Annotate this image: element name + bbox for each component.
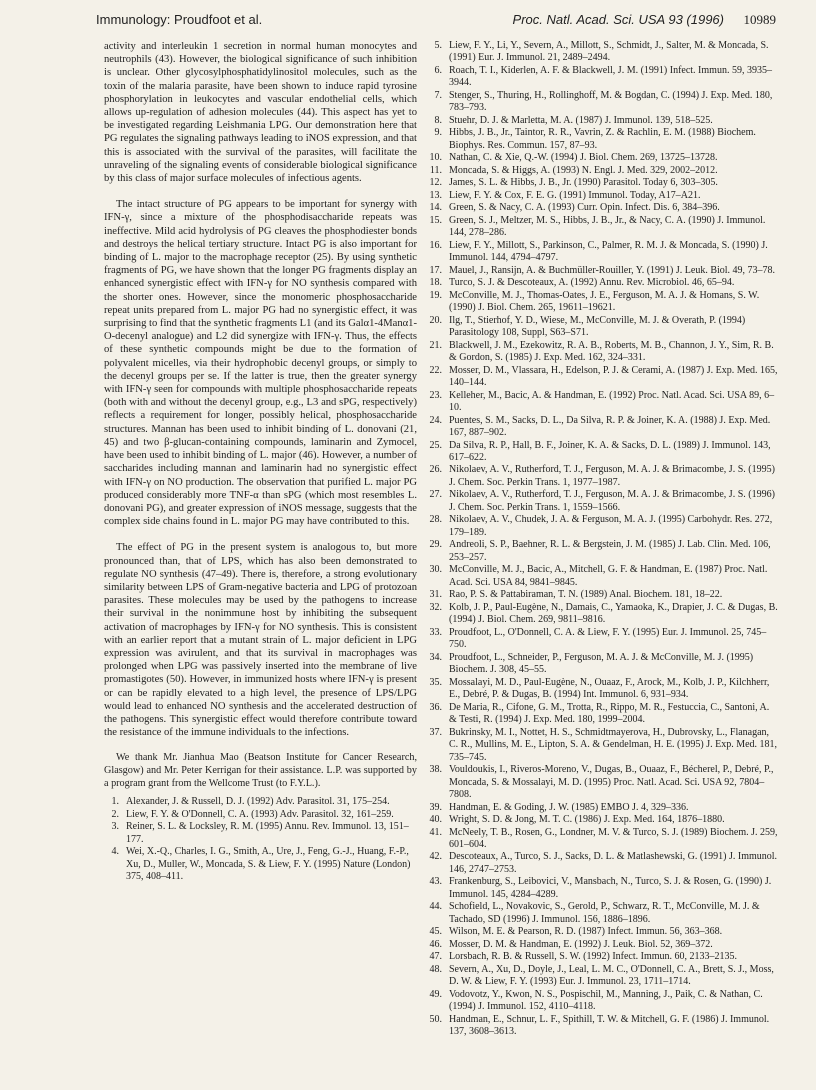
reference-item <box>427 702 779 727</box>
reference-number: 6. <box>434 64 442 76</box>
reference-item <box>427 415 779 440</box>
reference-number: 50. <box>429 1013 442 1025</box>
reference-text: Liew, F. Y. & Cox, F. E. G. (1991) Immunol. Today, A17–A21. <box>449 189 701 201</box>
reference-number: 45. <box>429 926 442 938</box>
reference-item <box>427 277 779 289</box>
reference-number: 34. <box>429 651 442 663</box>
reference-item <box>427 677 779 702</box>
reference-number: 16. <box>429 239 442 251</box>
reference-text: Alexander, J. & Russell, D. J. (1992) Adv. Parasitol. 31, 175–254. <box>126 796 390 808</box>
reference-number: 44. <box>429 901 442 913</box>
reference-list-left <box>104 796 417 884</box>
reference-number: 5. <box>434 40 442 51</box>
reference-text: Mossalayi, M. D., Paul-Eugène, N., Ouaaz, F., Arock, M., Kolb, J. P., Kilchherr, E., Debré, P. & Dugas, B. (1994) Int. Immunol. 6, 931–934. <box>449 676 770 701</box>
body-paragraph-2: The intact structure of PG appears to be important for synergy with IFN-γ, since a mixture of the phosphodisaccharide repeats was ineffective. Mild acid hydrolysis of PG cleaves the phosphodiester bonds and destroys the helical tertiary structure. Intact PG is also important for binding of L. major to the macrophage receptor (25). By using synthetic fragments of PG, we have shown that the longer PG fragments display an enhanced synergistic effect with IFN-γ for NO synthesis compared with the shorter ones. However, since the monomeric phosphosaccharide repeat units prepared from L. major PG had no synergistic effect, it was surprising to find that the synthetic fragments L1 (and its Galα1-4Manα1-O-decenyl analogue) and L2 did synergize with IFN-γ. Thus, the effects of these synthetic compounds might be due to the formation of polyvalent micelles, via their hydrophobic decenyl groups, or simply to the decenyl groups per se. If the latter is true, then the greater synergy with IFN-γ seen for compounds with multiple phosphosaccharide repeats (both with and without the decenyl group, e.g., L3 and sPG, respectively) reflects a requirement for longer, possibly helical, phosphosaccharide structures. Mannan has been used to inhibit binding of L. donovani (21, 45) and two β-glucan-containing compounds, laminarin and Zymocel, have been used to inhibit binding of L. major (46). However, a number of saccharides including mannan and laminarin had no synergistic effect with IFN-γ on NO production. The observation that purified L. major PG produced considerably more TNF-α than sPG (which most resembles L. donovani PG), and greater expression of iNOS message, suggests that the complex side chains found in L. major PG may have contributed to this. <box>104 199 417 528</box>
reference-text: Proudfoot, L., O'Donnell, C. A. & Liew, F. Y. (1995) Eur. J. Immunol. 25, 745–750. <box>449 626 767 651</box>
reference-number: 48. <box>429 963 442 975</box>
reference-text: Vodovotz, Y., Kwon, N. S., Pospischil, M., Manning, J., Paik, C. & Nathan, C. (1994) J. Immunol. 152, 4110–4118. <box>449 988 763 1013</box>
reference-item <box>427 989 779 1014</box>
reference-text: Moncada, S. & Higgs, A. (1993) N. Engl. J. Med. 329, 2002–2012. <box>449 164 718 176</box>
reference-text: Handman, E., Schnur, L. F., Spithill, T. W. & Mitchell, G. F. (1986) J. Immunol. 137, 3608–3613. <box>449 1013 770 1038</box>
reference-number: 17. <box>429 264 442 276</box>
reference-item <box>427 802 779 814</box>
reference-text: Green, S. & Nacy, C. A. (1993) Curr. Opin. Infect. Dis. 6, 384–396. <box>449 202 720 214</box>
reference-text: Wei, X.-Q., Charles, I. G., Smith, A., Ure, J., Feng, G.-J., Huang, F.-P., Xu, D., Muller, W., Moncada, S. & Liew, F. Y. (1995) Nature (London) 375, 408–411. <box>126 846 411 883</box>
reference-item <box>427 365 779 390</box>
reference-number: 35. <box>429 676 442 688</box>
reference-text: Bukrinsky, M. I., Nottet, H. S., Schmidtmayerova, H., Dubrovsky, L., Flanagan, C. R., Mullins, M. E., Lipton, S. A. & Gendelman, H. E. (1995) J. Exp. Med. 181, 735–745. <box>449 726 778 763</box>
reference-item <box>427 602 779 627</box>
reference-item <box>427 964 779 989</box>
left-column <box>104 40 417 884</box>
reference-number: 12. <box>429 177 442 189</box>
reference-number: 1. <box>111 796 119 808</box>
reference-number: 24. <box>429 414 442 426</box>
reference-number: 18. <box>429 277 442 289</box>
reference-text: Stenger, S., Thuring, H., Rollinghoff, M. & Bogdan, C. (1994) J. Exp. Med. 180, 783–793. <box>449 89 773 114</box>
reference-text: De Maria, R., Cifone, G. M., Trotta, R., Rippo, M. R., Festuccia, C., Santoni, A. & Testi, R. (1994) J. Exp. Med. 180, 1999–2004. <box>449 701 770 726</box>
body-paragraph-3: The effect of PG in the present system is analogous to, but more pronounced than, that of LPS, which has also been demonstrated to regulate NO synthesis (47–49). There is, therefore, a strong evolutionary similarity between LPS of Gram-negative bacteria and LPG of protozoan parasites. These molecules may be used by the pathogens to increase their survival in the nonimmune host by inhibiting the subsequent activation of macrophages by IFN-γ for NO synthesis. This is consistent with an earlier report that a mutant strain of L. major deficient in LPG expression was avirulent, and that its survival in macrophages was prolonged when LPG was passively inserted into the membrane of live promastigotes (50). However, in immunized hosts where IFN-γ is present or can be rapidly elevated to a high level, the presence of LPS/LPG would lead to enhanced NO synthesis and the accelerated destruction of the pathogens. This synergistic effect would therefore contribute toward the resistance of the immune individuals to the infections. <box>104 542 417 739</box>
reference-text: Proudfoot, L., Schneider, P., Ferguson, M. A. J. & McConville, M. J. (1995) Biochem. J. 308, 45–55. <box>449 651 754 676</box>
reference-item <box>427 939 779 951</box>
reference-number: 41. <box>429 826 442 838</box>
reference-number: 27. <box>429 489 442 501</box>
reference-item <box>427 127 779 152</box>
reference-item <box>427 65 779 90</box>
reference-number: 11. <box>429 164 442 176</box>
reference-item <box>427 589 779 601</box>
reference-number: 32. <box>429 601 442 613</box>
reference-item <box>427 564 779 589</box>
reference-text: Ilg, T., Stierhof, Y. D., Wiese, M., McConville, M. J. & Overath, P. (1994) Parasitology 108, Suppl, S63–S71. <box>449 314 746 339</box>
reference-text: Lorsbach, R. B. & Russell, S. W. (1992) Infect. Immun. 60, 2133–2135. <box>449 951 738 963</box>
reference-text: Blackwell, J. M., Ezekowitz, R. A. B., Roberts, M. B., Channon, J. Y., Sim, R. B. & Gordon, S. (1985) J. Exp. Med. 162, 324–331. <box>449 339 774 364</box>
reference-text: Mauel, J., Ransijn, A. & Buchmüller-Rouiller, Y. (1991) J. Leuk. Biol. 49, 73–78. <box>449 264 776 276</box>
reference-number: 40. <box>429 814 442 826</box>
page-number: 10989 <box>743 12 776 27</box>
reference-text: Descoteaux, A., Turco, S. J., Sacks, D. L. & Matlashewski, G. (1991) J. Immunol. 146, 2747–2753. <box>449 851 778 875</box>
reference-item <box>427 115 779 127</box>
header-section-author: Immunology: Proudfoot et al. <box>96 12 263 27</box>
reference-item <box>104 821 417 846</box>
reference-item <box>427 240 779 265</box>
reference-item <box>104 809 417 822</box>
reference-number: 47. <box>429 951 442 963</box>
reference-number: 15. <box>429 214 442 226</box>
reference-text: McNeely, T. B., Rosen, G., Londner, M. V. & Turco, S. J. (1989) Biochem. J. 259, 601–604. <box>449 826 778 850</box>
reference-number: 33. <box>429 626 442 638</box>
reference-text: Frankenburg, S., Leibovici, V., Mansbach, N., Turco, S. J. & Rosen, G. (1990) J. Immunol. 145, 4284–4289. <box>449 876 772 900</box>
reference-number: 36. <box>429 701 442 713</box>
reference-item <box>427 539 779 564</box>
reference-item <box>427 951 779 963</box>
reference-text: Handman, E. & Goding, J. W. (1985) EMBO J. 4, 329–336. <box>449 801 689 813</box>
reference-number: 19. <box>429 289 442 301</box>
reference-number: 7. <box>434 89 442 101</box>
reference-text: Mosser, D. M., Vlassara, H., Edelson, P. J. & Cerami, A. (1987) J. Exp. Med. 165, 140–144. <box>449 364 778 389</box>
reference-text: Da Silva, R. P., Hall, B. F., Joiner, K. A. & Sacks, D. L. (1989) J. Immunol. 143, 617–622. <box>449 439 771 463</box>
reference-number: 22. <box>429 364 442 376</box>
reference-item <box>427 627 779 652</box>
reference-number: 25. <box>429 439 442 451</box>
reference-text: Reiner, S. L. & Locksley, R. M. (1995) Annu. Rev. Immunol. 13, 151–177. <box>126 821 409 845</box>
reference-item <box>427 390 779 415</box>
reference-number: 28. <box>429 514 442 526</box>
reference-text: Nathan, C. & Xie, Q.-W. (1994) J. Biol. Chem. 269, 13725–13728. <box>449 152 718 164</box>
reference-text: McConville, M. J., Thomas-Oates, J. E., Ferguson, M. A. J. & Homans, S. W. (1990) J. Biol. Chem. 265, 19611–19621. <box>449 289 760 314</box>
reference-text: McConville, M. J., Bacic, A., Mitchell, G. F. & Handman, E. (1987) Proc. Natl. Acad. Sci. USA 84, 9841–9845. <box>449 564 768 588</box>
reference-item <box>427 152 779 164</box>
reference-text: Mosser, D. M. & Handman, E. (1992) J. Leuk. Biol. 52, 369–372. <box>449 938 713 950</box>
reference-item <box>427 40 779 65</box>
reference-item <box>427 190 779 202</box>
reference-item <box>427 165 779 177</box>
reference-text: Liew, F. Y. & O'Donnell, C. A. (1993) Adv. Parasitol. 32, 161–259. <box>126 808 394 820</box>
reference-text: Wilson, M. E. & Pearson, R. D. (1987) Infect. Immun. 56, 363–368. <box>449 926 723 938</box>
reference-item <box>427 851 779 876</box>
reference-number: 23. <box>429 389 442 401</box>
reference-text: Schofield, L., Novakovic, S., Gerold, P., Schwarz, R. T., McConville, M. J. & Tachado, SD (1996) J. Immunol. 156, 1886–1896. <box>449 901 760 925</box>
header-journal: Proc. Natl. Acad. Sci. USA 93 (1996) <box>512 12 724 27</box>
reference-text: Turco, S. J. & Descoteaux, A. (1992) Annu. Rev. Microbiol. 46, 65–94. <box>449 277 735 289</box>
reference-item <box>427 514 779 539</box>
reference-number: 37. <box>429 726 442 738</box>
reference-text: Severn, A., Xu, D., Doyle, J., Leal, L. M. C., O'Donnell, C. A., Brett, S. J., Moss, D. W. & Liew, F. Y. (1993) Eur. J. Immunol. 23, 1711–1714. <box>449 963 774 988</box>
reference-text: Nikolaev, A. V., Chudek, J. A. & Ferguson, M. A. J. (1995) Carbohydr. Res. 272, 179–189. <box>449 514 773 538</box>
reference-item <box>427 440 779 465</box>
reference-number: 49. <box>429 988 442 1000</box>
reference-number: 9. <box>434 127 442 139</box>
body-paragraph-1: activity and interleukin 1 secretion in normal human monocytes and neutrophils (43). However, the biological significance of such inhibition is unclear. Other glycosylphosphatidylinositol molecules, such as the toxin of the malaria parasite, have been shown to induce rapid tyrosine phosphorylation in leukocytes and vascular endothelial cells, which allows up-regulation of adhesion molecules (44). This aspect has yet to be investigated regarding Leishmania LPG. Our demonstration here that PG regulates the signaling pathways leading to iNOS expression, and that this is associated with the survival of the parasites, will facilitate the unraveling of the signaling events of considerable biological significance by this class of major surface molecules of infectious agents. <box>104 41 417 185</box>
reference-text: Nikolaev, A. V., Rutherford, T. J., Ferguson, M. A. J. & Brimacombe, J. S. (1995) J. Chem. Soc. Perkin Trans. 1, 1977–1987. <box>449 464 775 488</box>
reference-item <box>427 202 779 214</box>
reference-number: 38. <box>429 764 442 776</box>
reference-number: 42. <box>429 851 442 863</box>
reference-text: Rao, P. S. & Pattabiraman, T. N. (1989) Anal. Biochem. 181, 18–22. <box>449 589 723 601</box>
reference-text: Kelleher, M., Bacic, A. & Handman, E. (1992) Proc. Natl. Acad. Sci. USA 89, 6–10. <box>449 389 775 414</box>
reference-item <box>427 652 779 677</box>
reference-item <box>427 814 779 826</box>
running-header <box>96 12 776 32</box>
reference-item <box>427 315 779 340</box>
reference-number: 46. <box>429 938 442 950</box>
reference-item <box>427 215 779 240</box>
reference-list-right <box>427 40 779 1039</box>
reference-number: 30. <box>429 564 442 576</box>
reference-text: Liew, F. Y., Millott, S., Parkinson, C., Palmer, R. M. J. & Moncada, S. (1990) J. Immunol. 144, 4794–4797. <box>449 239 768 264</box>
reference-text: Andreoli, S. P., Baehner, R. L. & Bergstein, J. M. (1985) J. Lab. Clin. Med. 106, 253–257. <box>449 539 771 563</box>
reference-text: Liew, F. Y., Li, Y., Severn, A., Millott, S., Schmidt, J., Salter, M. & Moncada, S. (1991) Eur. J. Immunol. 21, 2489–2494. <box>449 40 769 64</box>
reference-text: Kolb, J. P., Paul-Eugène, N., Damais, C., Yamaoka, K., Drapier, J. C. & Dugas, B. (1994) J. Biol. Chem. 269, 9811–9816. <box>449 601 778 626</box>
reference-item <box>427 876 779 901</box>
reference-item <box>104 796 417 809</box>
reference-number: 39. <box>429 801 442 813</box>
reference-number: 43. <box>429 876 442 888</box>
reference-item <box>427 90 779 115</box>
reference-text: Wright, S. D. & Jong, M. T. C. (1986) J. Exp. Med. 164, 1876–1880. <box>449 814 725 826</box>
acknowledgments: We thank Mr. Jianhua Mao (Beatson Institute for Cancer Research, Glasgow) and Mr. Peter Kerrigan for their assistance. L.P. was supported by a program grant from the Wellcome Trust (to F.Y.L.). <box>104 752 417 789</box>
reference-item <box>427 464 779 489</box>
reference-item <box>104 846 417 884</box>
reference-number: 3. <box>111 821 119 833</box>
reference-item <box>427 177 779 189</box>
reference-number: 8. <box>434 114 442 126</box>
reference-number: 26. <box>429 464 442 476</box>
reference-item <box>427 727 779 764</box>
reference-item <box>427 827 779 852</box>
reference-item <box>427 926 779 938</box>
reference-item <box>427 764 779 801</box>
reference-number: 2. <box>111 808 119 820</box>
reference-text: Nikolaev, A. V., Rutherford, T. J., Ferguson, M. A. J. & Brimacombe, J. S. (1996) J. Chem. Soc. Perkin Trans. 1, 1559–1566. <box>449 489 775 513</box>
reference-number: 31. <box>429 589 442 601</box>
reference-number: 21. <box>429 339 442 351</box>
reference-item <box>427 489 779 514</box>
reference-number: 13. <box>429 189 442 201</box>
reference-number: 29. <box>429 539 442 551</box>
reference-text: Puentes, S. M., Sacks, D. L., Da Silva, R. P. & Joiner, K. A. (1988) J. Exp. Med. 167, 887–902. <box>449 414 771 439</box>
reference-text: Stuehr, D. J. & Marletta, M. A. (1987) J. Immunol. 139, 518–525. <box>449 114 713 126</box>
reference-text: Roach, T. I., Kiderlen, A. F. & Blackwell, J. M. (1991) Infect. Immun. 59, 3935–3944. <box>449 64 772 89</box>
reference-item <box>427 340 779 365</box>
reference-text: Hibbs, J. B., Jr., Taintor, R. R., Vavrin, Z. & Rachlin, E. M. (1988) Biochem. Biophys. Res. Commun. 157, 87–93. <box>449 127 756 151</box>
reference-item <box>427 1014 779 1039</box>
reference-item <box>427 265 779 277</box>
reference-number: 20. <box>429 314 442 326</box>
reference-item <box>427 901 779 926</box>
reference-text: Vouldoukis, I., Riveros-Moreno, V., Dugas, B., Ouaaz, F., Bécherel, P., Debré, P., Moncada, S. & Mossalayi, M. D. (1995) Proc. Natl. Acad. Sci. USA 92, 7804–7808. <box>449 764 774 801</box>
reference-item <box>427 290 779 315</box>
reference-text: Green, S. J., Meltzer, M. S., Hibbs, J. B., Jr., & Nacy, C. A. (1990) J. Immunol. 144, 278–286. <box>449 214 766 239</box>
reference-number: 14. <box>429 202 442 214</box>
reference-text: James, S. L. & Hibbs, J. B., Jr. (1990) Parasitol. Today 6, 303–305. <box>449 177 718 189</box>
reference-number: 10. <box>429 152 442 164</box>
reference-number: 4. <box>111 846 119 858</box>
